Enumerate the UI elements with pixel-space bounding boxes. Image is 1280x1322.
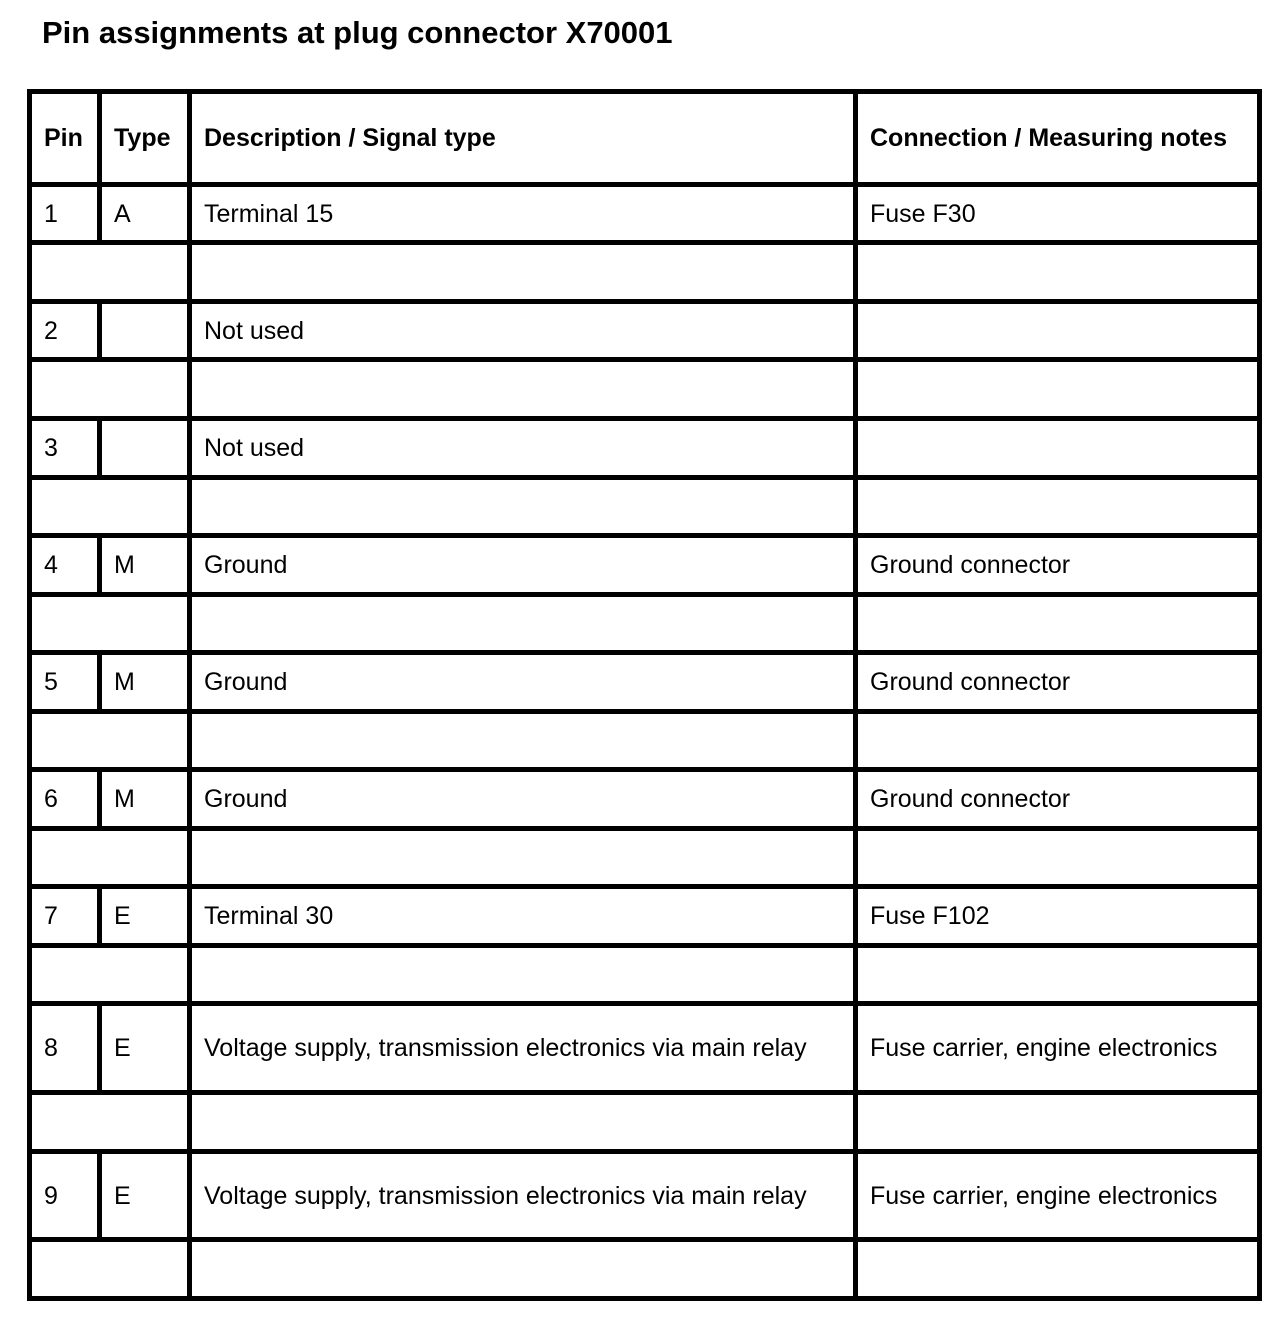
description-cell: Not used — [190, 301, 856, 360]
pin-cell: 7 — [30, 887, 100, 946]
spacer-cell — [856, 1240, 1260, 1299]
header-type: Type — [100, 92, 190, 185]
pin-cell: 5 — [30, 653, 100, 712]
spacer-cell — [856, 1093, 1260, 1152]
table-header-row — [30, 92, 1260, 185]
pin-cell: 6 — [30, 770, 100, 829]
description-cell: Not used — [190, 418, 856, 477]
spacer-cell — [856, 594, 1260, 653]
spacer-cell — [190, 1093, 856, 1152]
header-connection: Connection / Measuring notes — [856, 92, 1260, 185]
spacer-cell — [30, 711, 190, 770]
type-cell: M — [100, 770, 190, 829]
spacer-cell — [856, 243, 1260, 302]
table-row — [30, 1004, 1260, 1093]
table-row — [30, 301, 1260, 360]
pin-cell: 8 — [30, 1004, 100, 1093]
spacer-cell — [190, 828, 856, 887]
connection-cell — [856, 418, 1260, 477]
type-cell: M — [100, 653, 190, 712]
connection-cell: Ground connector — [856, 770, 1260, 829]
spacer-row — [30, 360, 1260, 419]
page-title: Pin assignments at plug connector X70001 — [42, 15, 673, 50]
spacer-cell — [30, 243, 190, 302]
pin-cell: 9 — [30, 1151, 100, 1240]
type-cell: E — [100, 1151, 190, 1240]
spacer-cell — [190, 360, 856, 419]
header-description: Description / Signal type — [190, 92, 856, 185]
type-cell: A — [100, 184, 190, 243]
description-cell: Voltage supply, transmission electronics via main relay — [190, 1151, 856, 1240]
spacer-row — [30, 1240, 1260, 1299]
connection-cell — [856, 301, 1260, 360]
table-row — [30, 418, 1260, 477]
spacer-cell — [856, 360, 1260, 419]
table-row — [30, 887, 1260, 946]
pin-cell: 2 — [30, 301, 100, 360]
spacer-cell — [856, 945, 1260, 1004]
table-row — [30, 770, 1260, 829]
spacer-cell — [190, 594, 856, 653]
connection-cell: Ground connector — [856, 536, 1260, 595]
spacer-cell — [30, 477, 190, 536]
description-cell: Ground — [190, 653, 856, 712]
table-row — [30, 536, 1260, 595]
spacer-cell — [190, 477, 856, 536]
spacer-cell — [856, 828, 1260, 887]
pin-assignment-table — [27, 89, 1262, 1301]
spacer-cell — [856, 477, 1260, 536]
spacer-row — [30, 594, 1260, 653]
spacer-cell — [190, 945, 856, 1004]
table-row — [30, 653, 1260, 712]
spacer-row — [30, 828, 1260, 887]
pin-cell: 1 — [30, 184, 100, 243]
connection-cell: Fuse F30 — [856, 184, 1260, 243]
pin-cell: 4 — [30, 536, 100, 595]
spacer-cell — [190, 711, 856, 770]
spacer-row — [30, 711, 1260, 770]
connection-cell: Fuse carrier, engine electronics — [856, 1151, 1260, 1240]
spacer-row — [30, 243, 1260, 302]
description-cell: Terminal 15 — [190, 184, 856, 243]
table-row — [30, 1151, 1260, 1240]
type-cell: E — [100, 1004, 190, 1093]
type-cell: E — [100, 887, 190, 946]
description-cell: Terminal 30 — [190, 887, 856, 946]
header-pin: Pin — [30, 92, 100, 185]
spacer-row — [30, 477, 1260, 536]
spacer-cell — [30, 1240, 190, 1299]
type-cell: M — [100, 536, 190, 595]
spacer-cell — [30, 945, 190, 1004]
description-cell: Ground — [190, 536, 856, 595]
type-cell — [100, 301, 190, 360]
spacer-cell — [30, 594, 190, 653]
spacer-row — [30, 1093, 1260, 1152]
connection-cell: Fuse F102 — [856, 887, 1260, 946]
connection-cell: Ground connector — [856, 653, 1260, 712]
table-row — [30, 184, 1260, 243]
spacer-row — [30, 945, 1260, 1004]
spacer-cell — [190, 243, 856, 302]
description-cell: Ground — [190, 770, 856, 829]
spacer-cell — [30, 1093, 190, 1152]
pin-cell: 3 — [30, 418, 100, 477]
description-cell: Voltage supply, transmission electronics via main relay — [190, 1004, 856, 1093]
spacer-cell — [856, 711, 1260, 770]
spacer-cell — [30, 360, 190, 419]
connection-cell: Fuse carrier, engine electronics — [856, 1004, 1260, 1093]
type-cell — [100, 418, 190, 477]
spacer-cell — [30, 828, 190, 887]
spacer-cell — [190, 1240, 856, 1299]
